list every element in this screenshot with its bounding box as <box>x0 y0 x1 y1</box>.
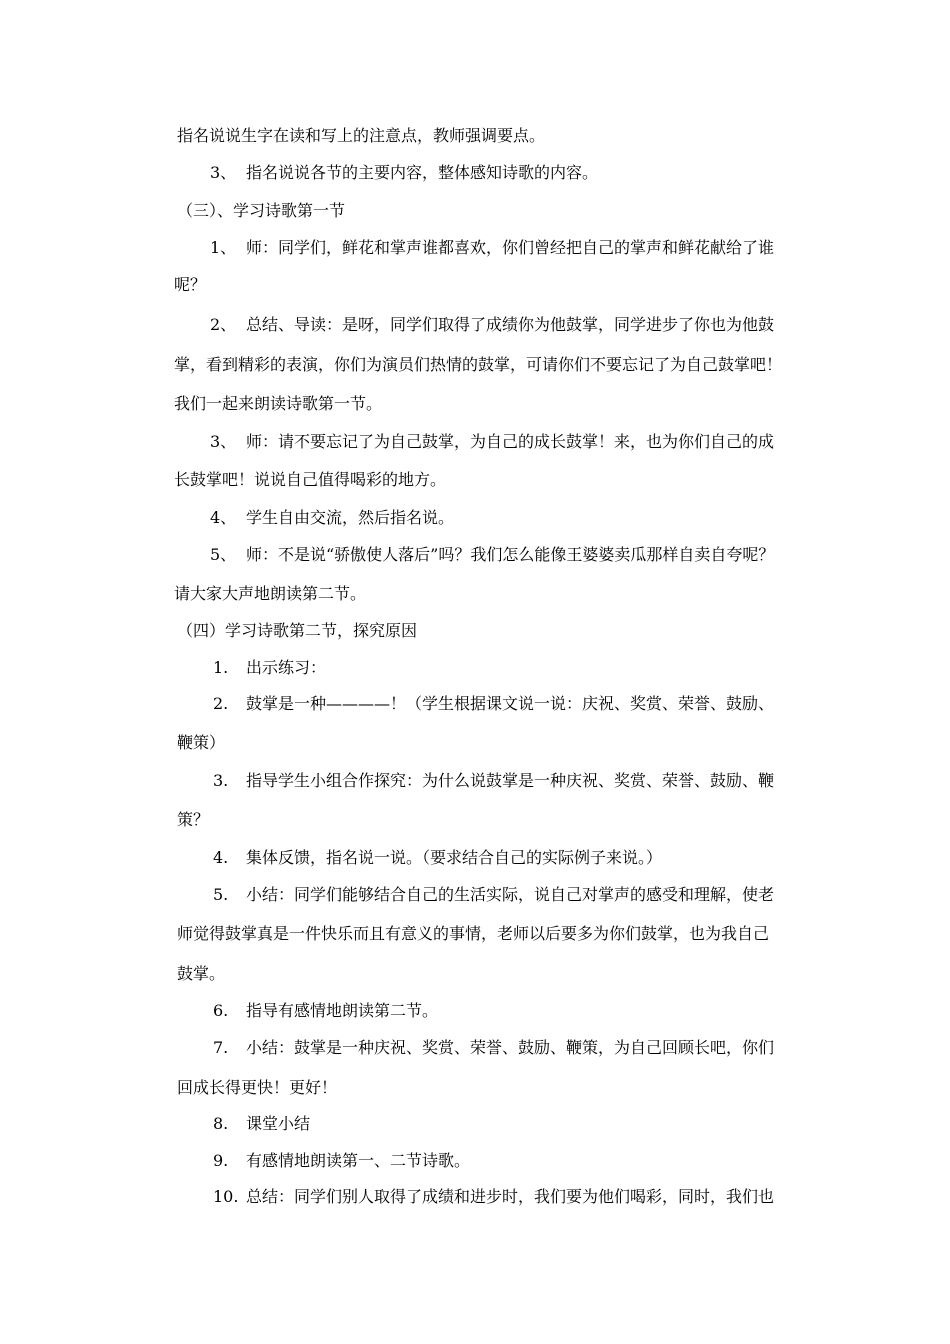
line-text: 师：不是说“骄傲使人落后”吗？我们怎么能像王婆婆卖瓜那样自卖自夸呢？ <box>246 545 775 564</box>
item-number: 4. <box>213 848 229 867</box>
item-number: 3. <box>213 771 229 790</box>
line-text: 鼓掌是一种————！（学生根据课文说一说：庆祝、奖赏、荣誉、鼓励、 <box>246 694 775 713</box>
line-text: 小结：鼓掌是一种庆祝、奖赏、荣誉、鼓励、鞭策，为自己回顾长吧，你们 <box>246 1038 775 1057</box>
line-text: 小结：同学们能够结合自己的生活实际，说自己对掌声的感受和理解，使老 <box>246 885 775 904</box>
line-text: 有感情地朗读第一、二节诗歌。 <box>246 1151 471 1170</box>
line-text: 集体反馈，指名说一说。（要求结合自己的实际例子来说。） <box>246 848 663 867</box>
item-number: 2、 <box>210 315 237 334</box>
line-text: 师觉得鼓掌真是一件快乐而且有意义的事情，老师以后要多为你们鼓掌，也为我自己 <box>177 924 770 943</box>
line-text: （四）学习诗歌第二节，探究原因 <box>177 621 418 640</box>
line-text: 鞭策） <box>177 733 226 752</box>
item-number: 1、 <box>210 238 237 257</box>
item-number: 2. <box>213 694 229 713</box>
line-text: 指导学生小组合作探究：为什么说鼓掌是一种庆祝、奖赏、荣誉、鼓励、鞭 <box>246 771 775 790</box>
item-number: 3、 <box>210 432 237 451</box>
line-text: 呢？ <box>174 275 207 294</box>
line-text: 指名说说各节的主要内容，整体感知诗歌的内容。 <box>246 163 599 182</box>
line-text: 掌，看到精彩的表演，你们为演员们热情的鼓掌，可请你们不要忘记了为自己鼓掌吧！ <box>174 355 783 374</box>
line-text: 总结：同学们别人取得了成绩和进步时，我们要为他们喝彩，同时，我们也 <box>246 1187 775 1206</box>
item-number: 3、 <box>210 163 237 182</box>
line-text: 鼓掌。 <box>177 964 226 983</box>
item-number: 4、 <box>210 508 237 527</box>
item-number: 10. <box>213 1187 239 1206</box>
item-number: 5. <box>213 885 229 904</box>
line-text: （三）、学习诗歌第一节 <box>177 201 346 220</box>
line-text: 指导有感情地朗读第二节。 <box>246 1001 439 1020</box>
item-number: 6. <box>213 1001 229 1020</box>
line-text: 师：请不要忘记了为自己鼓掌，为自己的成长鼓掌！来，也为你们自己的成 <box>246 432 775 451</box>
line-text: 长鼓掌吧！说说自己值得喝彩的地方。 <box>174 470 447 489</box>
line-text: 策？ <box>177 810 210 829</box>
line-text: 师：同学们，鲜花和掌声谁都喜欢，你们曾经把自己的掌声和鲜花献给了谁 <box>246 238 775 257</box>
line-text: 总结、导读：是呀，同学们取得了成绩你为他鼓掌，同学进步了你也为他鼓 <box>246 315 775 334</box>
line-text: 回成长得更快！更好！ <box>177 1078 338 1097</box>
item-number: 1. <box>213 658 229 677</box>
line-text: 指名说说生字在读和写上的注意点，教师强调要点。 <box>177 126 546 145</box>
line-text: 出示练习： <box>246 658 327 677</box>
item-number: 8. <box>213 1114 229 1133</box>
item-number: 9. <box>213 1151 229 1170</box>
line-text: 请大家大声地朗读第二节。 <box>174 584 367 603</box>
line-text: 课堂小结 <box>246 1114 311 1133</box>
line-text: 学生自由交流，然后指名说。 <box>246 508 455 527</box>
item-number: 5、 <box>210 545 237 564</box>
line-text: 我们一起来朗读诗歌第一节。 <box>174 394 383 413</box>
item-number: 7. <box>213 1038 229 1057</box>
